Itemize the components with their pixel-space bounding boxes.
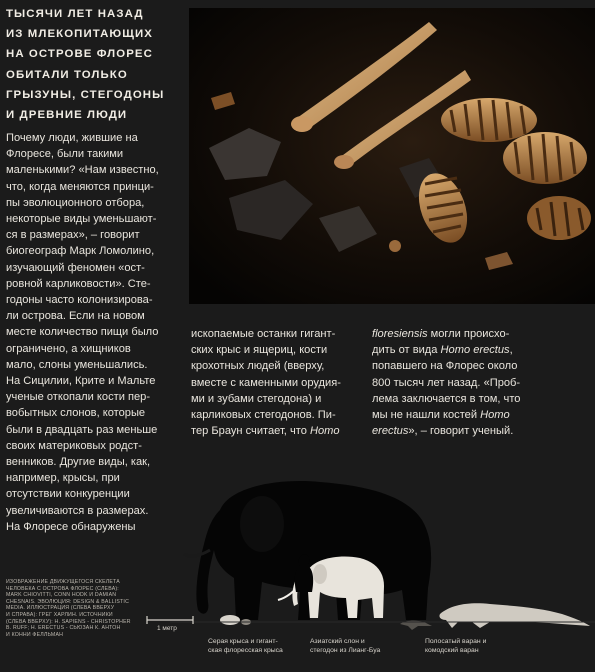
giant-rat: [220, 615, 240, 625]
caption-line: ская флоресская крыса: [208, 646, 283, 654]
headline-line: ГРЫЗУНЫ, СТЕГОДОНЫ: [6, 88, 165, 101]
text-line: тер Браун считает, что Homo: [191, 425, 340, 438]
text-line: своих материковых родст-: [6, 439, 142, 452]
text-line: ученые откопали кости пер-: [6, 391, 151, 404]
bone-end-1: [291, 116, 313, 132]
credit-line: CHESNAIS. ЭВОЛЮЦИЯ: DESIGN & BALLISTIC: [6, 598, 130, 605]
text-line: попавшего на Флорес около: [372, 360, 518, 373]
text-line: Почему люди, жившие на: [6, 132, 138, 144]
scale-bar: [145, 600, 205, 640]
text-line: например, крысы, при: [6, 472, 120, 485]
credit-line: MEDIA. ИЛЛЮСТРАЦИЯ (СЛЕВА ВВЕРХУ: [6, 605, 115, 612]
text-line: маленькими? «Нам известно,: [6, 164, 159, 177]
text-line: На Флоресе обнаружены: [6, 520, 136, 533]
headline: [6, 4, 184, 125]
text-line: лема заключается в том, что: [372, 392, 521, 405]
caption-line: Серая крыса и гигант-: [208, 638, 278, 645]
text-line: 800 тысяч лет назад. «Проб-: [372, 376, 521, 389]
bone-fragment: [389, 240, 401, 252]
headline-line: НА ОСТРОВЕ ФЛОРЕС: [6, 48, 153, 61]
text-line: ских крыс и ящериц, кости: [191, 344, 328, 357]
caption-elephants: [310, 638, 420, 656]
text-line: что, когда меняются принци-: [6, 180, 154, 193]
credit-line: И КОННИ ФЕЛЛЬМАН: [6, 631, 64, 638]
headline-line: И ДРЕВНИЕ ЛЮДИ: [6, 109, 128, 122]
credit-line: B. RUFF; H. ERECTUS - СЬЮЗАН К. АНТОН: [6, 625, 121, 632]
text-line: отсутствии конкуренции: [6, 488, 130, 501]
text-line: мы не нашли костей Homo: [372, 409, 510, 422]
text-line: erectus», – говорит ученый.: [372, 425, 514, 438]
headline-line: ТЫСЯЧИ ЛЕТ НАЗАД: [6, 8, 144, 20]
text-line: пы эволюционного отбора,: [6, 196, 145, 209]
komodo-dragon: [439, 603, 590, 628]
caption-rats: [208, 638, 326, 656]
caption-lizards: [425, 638, 535, 656]
elephant-ear: [240, 496, 284, 552]
text-line: вместе с каменными орудия-: [191, 376, 341, 389]
text-line: изучающий феномен «ост-: [6, 261, 145, 274]
text-line: floresiensis могли происхо-: [372, 328, 510, 340]
text-line: ся в размерах», – говорит: [6, 229, 140, 242]
text-line: месте количество пищи было: [6, 326, 159, 339]
text-line: На Сицилии, Крите и Мальте: [6, 375, 156, 388]
fossil-photo: [189, 8, 595, 304]
text-line: увеличиваются в размерах.: [6, 504, 149, 517]
headline-line: ОБИТАЛИ ТОЛЬКО: [6, 68, 128, 81]
stegodon-tooth-2: [503, 132, 587, 184]
text-line: были в двадцать раз меньше: [6, 423, 158, 436]
caption-line: Полосатый варан и: [425, 638, 487, 645]
stegodon-tooth-1: [441, 98, 537, 142]
text-line: некоторые виды уменьшают-: [6, 213, 157, 226]
size-comparison-illustration: [170, 470, 595, 640]
text-line: биогеограф Марк Ломолино,: [6, 245, 155, 258]
text-line: ограничено, а хищников: [6, 342, 131, 355]
image-credits: [6, 579, 156, 638]
credit-line: (СЛЕВА ВВЕРХУ): H. SAPIENS - CHRISTOPHER: [6, 618, 131, 625]
text-line: карликовых стегодонов. Пи-: [191, 409, 336, 422]
text-line: ровной карликовости». Сте-: [6, 277, 151, 290]
text-line: ископаемые останки гигант-: [191, 328, 336, 340]
caption-line: стегодон из Лианг-Буа: [310, 646, 381, 654]
text-line: годоны часто колонизирова-: [6, 294, 153, 307]
text-line: вобытных слонов, которые: [6, 407, 146, 420]
body-column-1: [6, 130, 188, 535]
text-line: Флоресе, были такими: [6, 148, 124, 161]
stegodon-tooth-4: [527, 196, 591, 240]
scale-label: 1 метр: [157, 625, 177, 632]
body-column-2: [191, 326, 367, 439]
credit-line: И СПРАВА): ГРЕГ ХАРЛИН. ИСТОЧНИКИ: [6, 611, 113, 618]
credit-line: MARK CHIOVITTI, CONN HODK И DAMIAN: [6, 592, 117, 599]
text-line: венников. Другие виды, как,: [6, 456, 151, 469]
body-column-3: [372, 326, 536, 439]
stegodon-ear: [313, 564, 327, 584]
text-line: дить от вида Homo erectus,: [372, 344, 513, 357]
caption-line: комодский варан: [425, 646, 479, 654]
caption-line: Азиатский слон и: [310, 638, 365, 645]
text-line: крохотных людей (вверху,: [191, 360, 325, 373]
credit-line: ЧЕЛОВЕКА С ОСТРОВА ФЛОРЕС (СЛЕВА):: [6, 585, 119, 592]
text-line: ми и зубами стегодона) и: [191, 392, 322, 405]
text-line: мало, слоны уменьшались.: [6, 358, 148, 371]
headline-line: ИЗ МЛЕКОПИТАЮЩИХ: [6, 28, 153, 41]
bone-end-2: [334, 155, 354, 169]
text-line: ли острова. Если на новом: [6, 310, 145, 323]
credit-line: ИЗОБРАЖЕНИЕ ДВИЖУЩЕГОСЯ СКЕЛЕТА: [6, 579, 120, 585]
